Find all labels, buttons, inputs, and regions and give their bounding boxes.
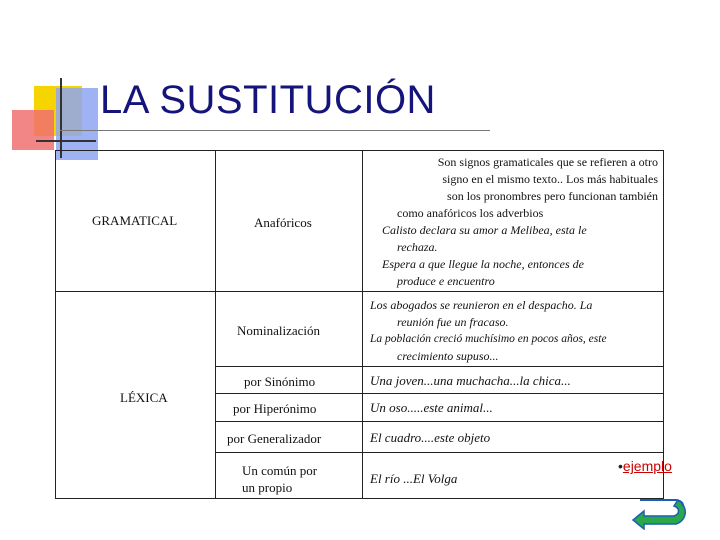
- example-generalizador: El cuadro....este objeto: [370, 430, 491, 445]
- decor-horizontal-line: [36, 140, 96, 142]
- desc-line: signo en el mismo texto.. Los más habituales: [442, 172, 658, 186]
- example-comun: El río ...El Volga: [370, 471, 458, 486]
- nominalizacion-description: [370, 297, 660, 365]
- type-generalizador: por Generalizador: [227, 431, 322, 446]
- table-divider-category: [215, 150, 216, 499]
- example-line: produce e encuentro: [397, 274, 495, 288]
- type-sinonimo: por Sinónimo: [244, 374, 316, 389]
- type-nominalizacion: Nominalización: [237, 323, 321, 338]
- example-hiperonimo: Un oso.....este animal...: [370, 400, 493, 415]
- link-label[interactable]: ejemplo: [622, 458, 672, 474]
- desc-line: La población creció muchísimo en pocos años, este: [370, 333, 607, 345]
- return-arrow-svg: [630, 496, 688, 530]
- desc-line: Los abogados se reunieron en el despacho. La: [370, 298, 593, 312]
- example-line: Calisto declara su amor a Melibea, esta le: [382, 223, 587, 237]
- type-comun-line1: Un común por: [242, 463, 318, 478]
- table-row-divider-4: [215, 421, 664, 422]
- example-sinonimo: Una joven...una muchacha...la chica...: [370, 373, 571, 388]
- desc-line: crecimiento supuso...: [397, 349, 499, 363]
- slide-title: LA SUSTITUCIÓN: [100, 78, 436, 122]
- decor-red-square: [12, 110, 54, 150]
- type-hiperonimo: por Hiperónimo: [233, 401, 317, 416]
- title-underline: [60, 130, 490, 131]
- table-row-divider-2: [215, 366, 664, 367]
- ejemplo-link[interactable]: [618, 458, 672, 474]
- desc-line: son los pronombres pero funcionan también: [447, 189, 658, 203]
- link-bullet: •: [618, 458, 623, 474]
- desc-line: reunión fue un fracaso.: [397, 315, 509, 329]
- desc-line: Son signos gramaticales que se refieren a otro: [437, 155, 658, 169]
- table-row-divider-1: [55, 291, 664, 292]
- return-arrow-icon[interactable]: [630, 496, 688, 530]
- anaforicos-description: [370, 154, 658, 290]
- table-row-divider-3: [215, 393, 664, 394]
- desc-line: como anafóricos los adverbios: [397, 206, 544, 220]
- table-row-divider-5: [215, 452, 664, 453]
- type-comun-por-propio: [242, 462, 357, 496]
- table-divider-type: [362, 150, 363, 499]
- example-line: Espera a que llegue la noche, entonces de: [382, 257, 584, 271]
- type-anaforicos: Anafóricos: [254, 215, 312, 230]
- example-line: rechaza.: [397, 240, 438, 254]
- category-gramatical: GRAMATICAL: [92, 213, 178, 228]
- type-comun-line2: un propio: [242, 480, 293, 495]
- decor-vertical-line: [60, 78, 62, 158]
- category-lexica: LÉXICA: [120, 390, 168, 405]
